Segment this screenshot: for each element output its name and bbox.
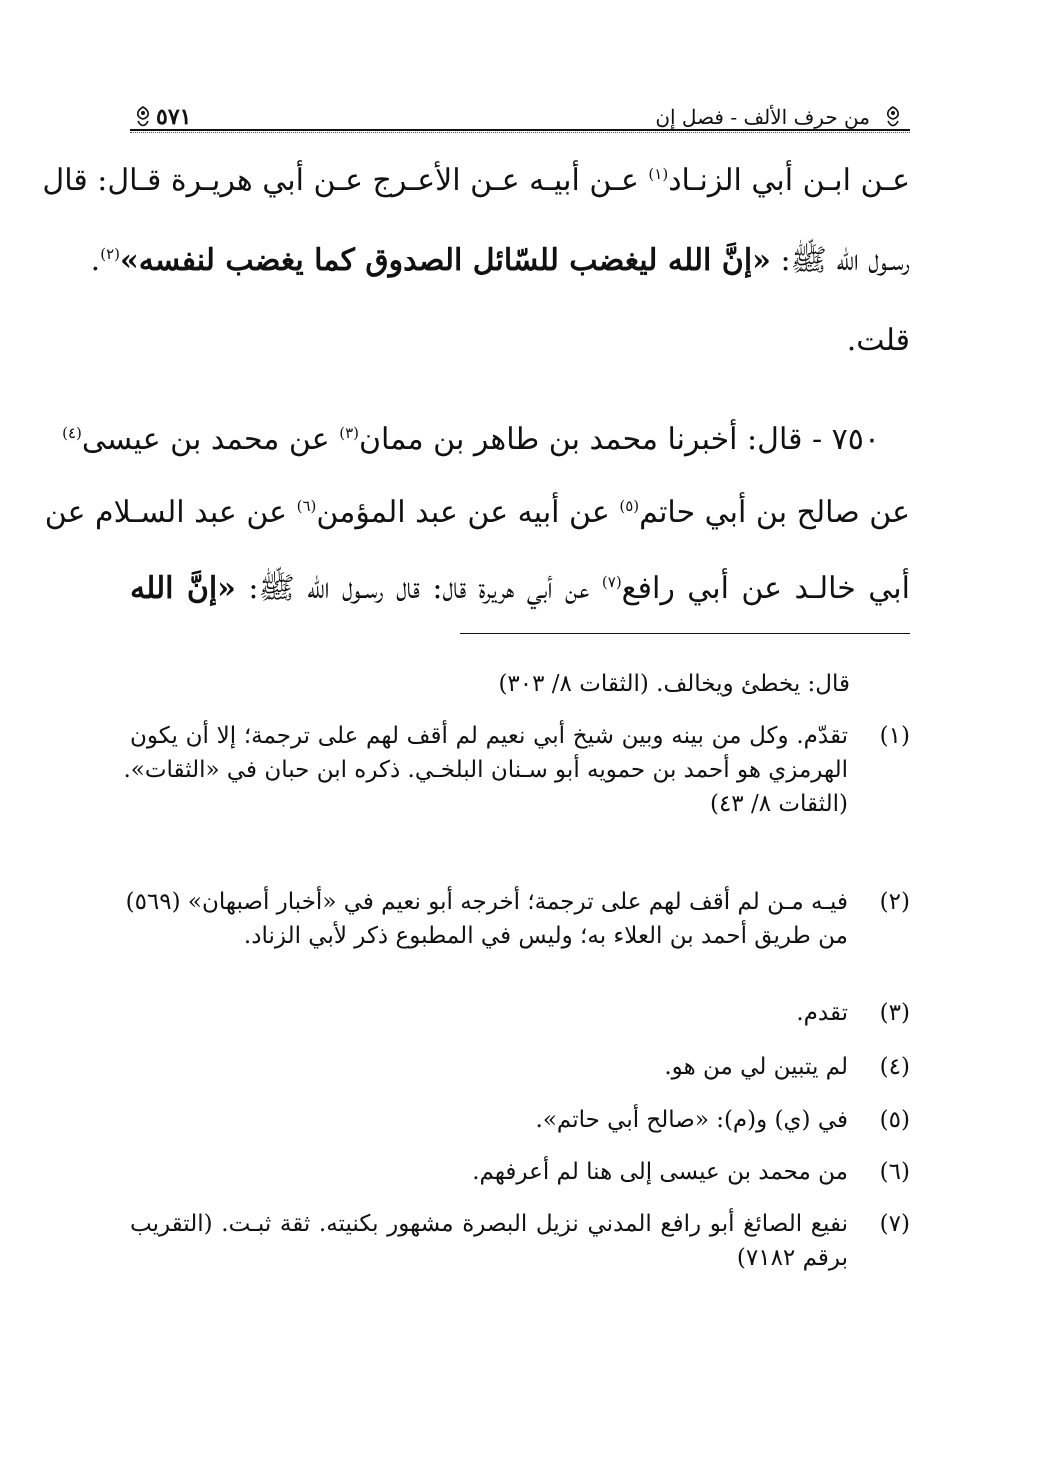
- footnote-number: (٤): [879, 1054, 910, 1080]
- footnote-number: (٢): [879, 889, 910, 915]
- text-line: قلت.: [846, 323, 910, 358]
- hadith-number: ٧٥٠ - قال: أخبرنا محمد بن طاهر بن ممان: [358, 422, 880, 457]
- header-rule: [130, 129, 910, 131]
- text-line: عـن ابـن أبي الزنـاد$^{(١)}$ عـن أبيـه عـن الأعـرج عـن أبي هريـرة قـال: قال: [42, 163, 910, 198]
- footnote-number: (٣): [879, 1000, 910, 1026]
- text-line: أبي خالـد عن أبي رافع$^{(٧)}$ عن أبي هريرة قال: قال رسـول الله ﷺ: «إنَّ الله: [130, 571, 910, 606]
- footnote-number: (٧): [879, 1211, 910, 1237]
- text-line: رسـول الله ﷺ: «إنَّ الله ليغضب للسّائل الصدوق كما يغضب لنفسه»$^{(٢)}$.: [90, 243, 910, 278]
- hadith-quote: «إنَّ الله ليغضب للسّائل الصدوق كما يغضب لنفسه»: [119, 243, 771, 278]
- hadith-quote: «إنَّ الله: [130, 571, 236, 606]
- footnote-ref: (٥): [619, 497, 640, 515]
- footnote-continuation: قال: يخطئ ويخالف. (الثقات ٨/ ٣٠٣): [498, 671, 850, 697]
- book-page: من حرف الألف - فصل إن ٥٧١ عـن ابـن أبي الزنـاد$^{(١)}$ عـن أبيـه عـن الأعـرج عـن أبي هريـرة قـال: قال رسـول الله ﷺ: «إنَّ الله ليغضب للسّائل الصدوق كما يغضب لنفسه»$^{(٢)}$. قلت. ٧٥٠ - قال: أخبرنا محمد بن طاهر بن ممان$^{(٣)}$ عن محمد بن عيسى$^{(٤)}$ عن صالح بن أبي حاتم$^{(٥)}$ عن أبيه عن عبد المؤمن$^{(٦)}$ عن عبد السـلام عن أبي خالـد عن أبي رافع$^{(٧)}$ عن أبي هريرة قال: قال رسـول الله ﷺ: «إنَّ الله قال: يخطئ ويخالف. (الثقات ٨/ ٣٠٣) (١) تقدّم. وكل من بينه وبين شيخ أبي نعيم لم أقف لهم على ترجمة؛ إلا أن يكون الهرمزي هو أحمد بن حمويه أبو سـنان البلخـي. ذكره ابن حبان في «الثقات». (الثقات ٨/ ٤٣) (٢) فيـه مـن لم أقف لهم على ترجمة؛ أخرجه أبو نعيم في «أخبار أصبهان» (٥٦٩) من طريق أحمد بن العلاء به؛ وليس في المطبوع ذكر لأبي الزناد. (٣) تقدم. (٤) لم يتبين لي من هو. (٥) في (ي) و(م): «صالح أبي حاتم». (٦) من محمد بن عيسى إلى هنا لم أعرفهم. (٧) نفيع الصائغ أبو رافع المدني نزيل البصرة مشهور بكنيته. ثقة ثبـت. (التقريب برقم ٧١٨٢): [42, 104, 910, 1271]
- footnote-ref: (٣): [339, 424, 359, 442]
- header-ornament-icon: [132, 105, 154, 129]
- footnote-ref: (٤): [62, 424, 82, 442]
- footnote-ref: (٦): [296, 497, 317, 515]
- page-number: ٥٧١: [156, 104, 192, 130]
- footnote-separator: [460, 633, 910, 634]
- text-line: عن صالح بن أبي حاتم$^{(٥)}$ عن أبيه عن عبد المؤمن$^{(٦)}$ عن عبد السـلام عن: [44, 495, 910, 530]
- footnote-ref: (٢): [100, 245, 120, 263]
- header-ornament-icon: [882, 105, 904, 129]
- text-line: ٧٥٠ - قال: أخبرنا محمد بن طاهر بن ممان$^{(٣)}$ عن محمد بن عيسى$^{(٤)}$: [62, 422, 880, 457]
- header-rule: [130, 132, 910, 133]
- footnote-number: (٦): [879, 1159, 910, 1185]
- footnote-ref: (١): [648, 165, 669, 183]
- footnote-number: (١): [879, 723, 910, 749]
- footnote-ref: (٧): [601, 573, 622, 591]
- header-title: من حرف الألف - فصل إن: [655, 105, 870, 129]
- footnote-number: (٥): [879, 1107, 910, 1133]
